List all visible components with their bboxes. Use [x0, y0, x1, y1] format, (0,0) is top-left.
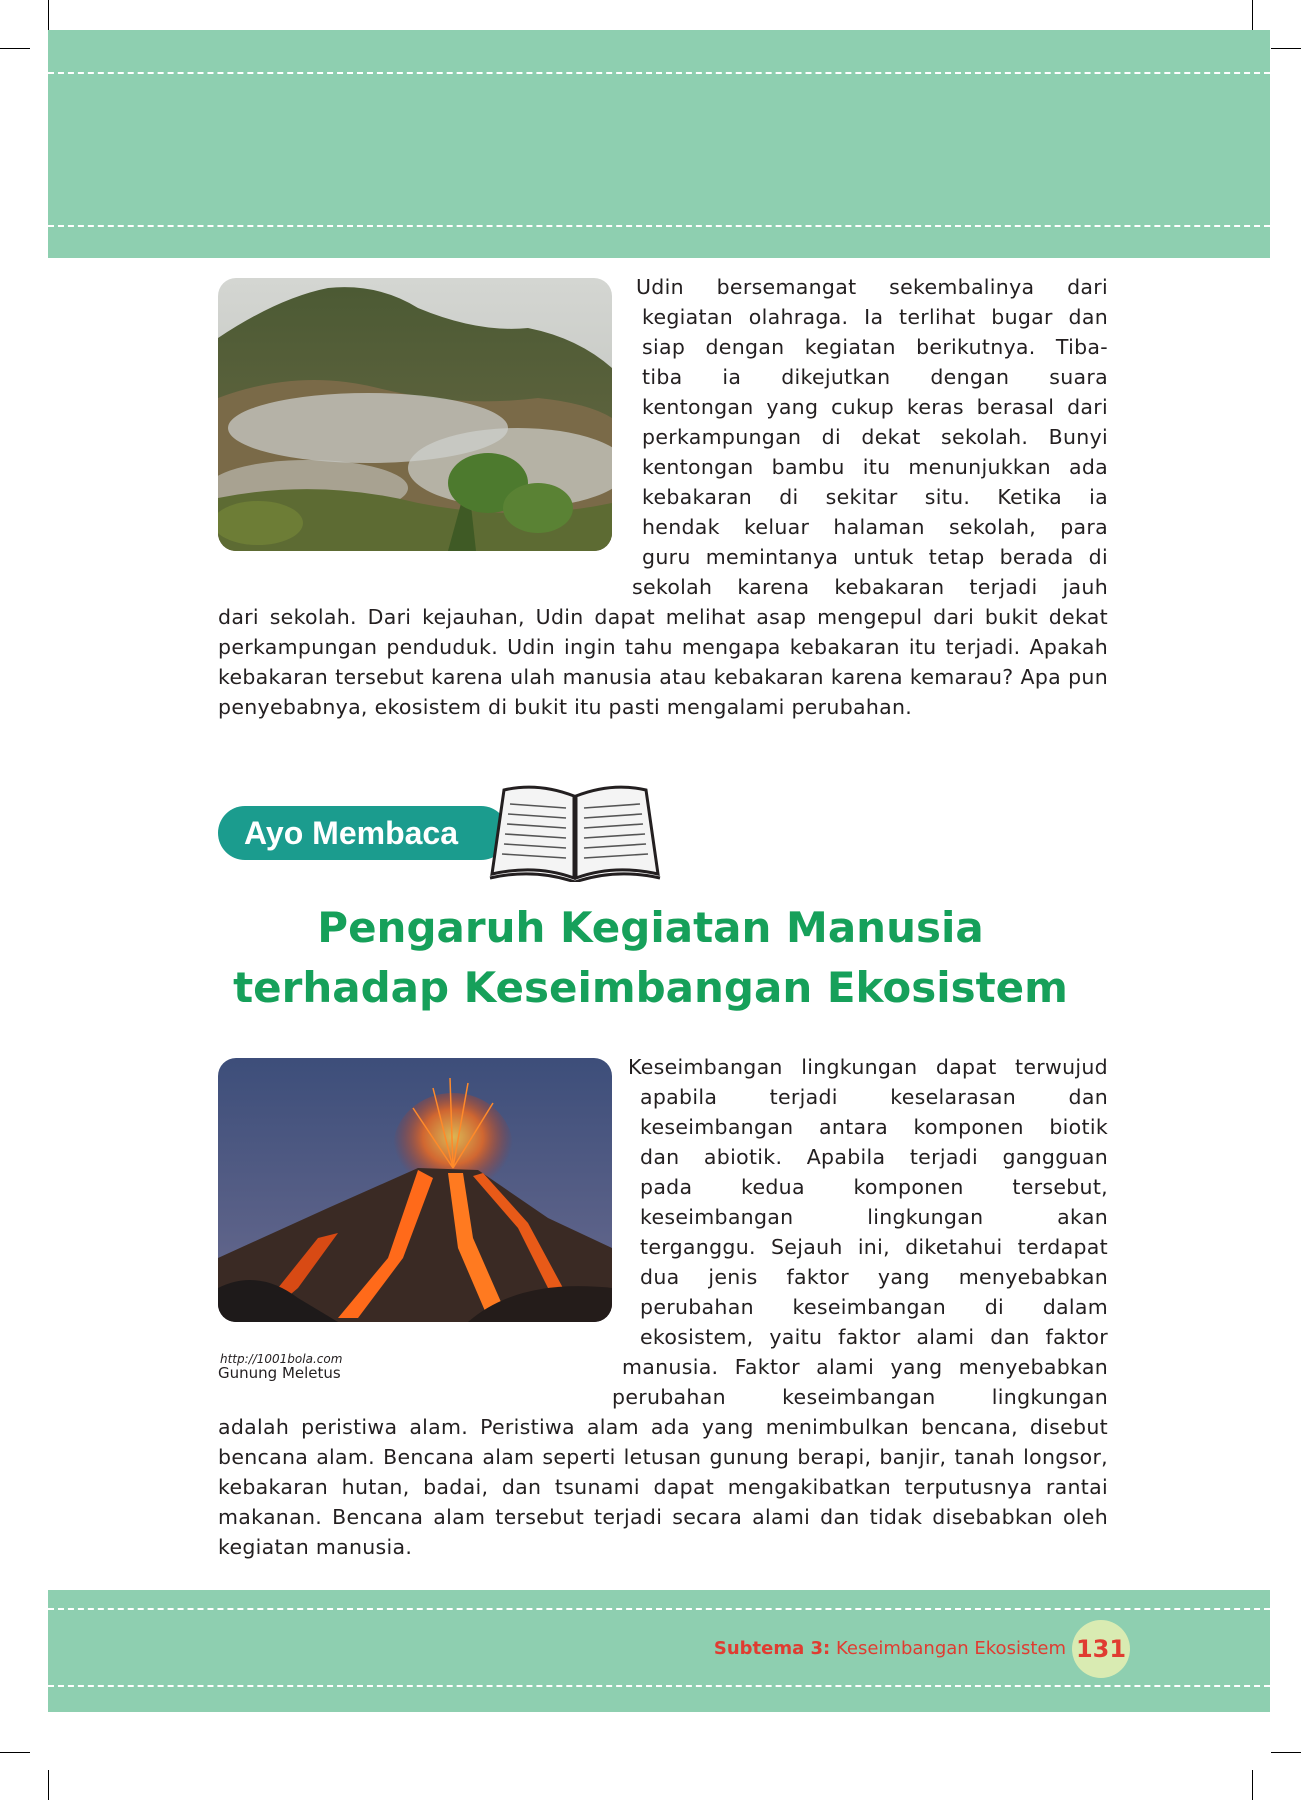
crop-mark [0, 48, 30, 49]
subtema-name: Keseimbangan Ekosistem [835, 1638, 1066, 1659]
intro-line: guru memintanya untuk tetap berada di [642, 545, 1108, 569]
crop-mark [0, 1752, 30, 1753]
intro-line: kebakaran di sekitar situ. Ketika ia [642, 485, 1108, 509]
page-title-line2: terhadap Keseimbangan Ekosistem [233, 963, 1068, 1012]
body-line: Keseimbangan lingkungan dapat terwujud [628, 1055, 1108, 1079]
crop-mark [1252, 1770, 1253, 1800]
intro-line: kentongan bambu itu menunjukkan ada [642, 455, 1108, 479]
intro-paragraph: dari sekolah. Dari kejauhan, Udin dapat melihat asap mengepul dari bukit dekat perkampungan penduduk. Udin ingin tahu mengapa kebakaran itu terjadi. Apakah kebakaran tersebut karena ulah manusia atau kebakaran karena kemarau? Apa pun penyebabnya, ekosistem di bukit itu pasti mengalami perubahan. [218, 605, 1108, 719]
volcano-photo [218, 1058, 612, 1322]
crop-mark [48, 0, 49, 30]
crop-mark [48, 1770, 49, 1800]
forest-fire-photo [218, 278, 612, 551]
image-source: http://1001bola.com [220, 1352, 343, 1366]
intro-line: kentongan yang cukup keras berasal dari [642, 395, 1108, 419]
crop-mark [1252, 0, 1253, 30]
body-line: terganggu. Sejauh ini, diketahui terdapat [640, 1235, 1108, 1259]
body-paragraph: adalah peristiwa alam. Peristiwa alam ada yang menimbulkan bencana, disebut bencana alam. Bencana alam seperti letusan gunung berapi, banjir, tanah longsor, kebakaran hutan, badai, dan tsunami dapat mengakibatkan terputusnya rantai makanan. Bencana alam tersebut terjadi secara alami dan tidak disebabkan oleh kegiatan manusia. [218, 1415, 1108, 1559]
subtema-label: Subtema 3: [713, 1638, 831, 1659]
intro-line: perkampungan di dekat sekolah. Bunyi [642, 425, 1108, 449]
body-line: pada kedua komponen tersebut, [640, 1175, 1108, 1199]
intro-line: sekolah karena kebakaran terjadi jauh [632, 575, 1108, 599]
body-line: manusia. Faktor alami yang menyebabkan [622, 1355, 1108, 1379]
body-line: apabila terjadi keselarasan dan [640, 1085, 1108, 1109]
body-line: keseimbangan antara komponen biotik [640, 1115, 1108, 1139]
page-number: 131 [1072, 1620, 1130, 1678]
body-line: perubahan keseimbangan lingkungan [612, 1385, 1108, 1409]
body-line: keseimbangan lingkungan akan [640, 1205, 1108, 1229]
intro-line: tiba ia dikejutkan dengan suara [642, 365, 1108, 389]
footer-subtema [700, 1635, 1066, 1663]
intro-line: siap dengan kegiatan berikutnya. Tiba- [642, 335, 1108, 359]
header-band [48, 30, 1270, 258]
crop-mark [1271, 48, 1301, 49]
crop-mark [1271, 1752, 1301, 1753]
page-title-line1: Pengaruh Kegiatan Manusia [317, 903, 984, 952]
ayo-membaca-label: Ayo Membaca [218, 806, 508, 860]
open-book-icon [486, 782, 664, 886]
body-line: ekosistem, yaitu faktor alami dan faktor [640, 1325, 1108, 1349]
intro-line: hendak keluar halaman sekolah, para [642, 515, 1108, 539]
intro-line: kegiatan olahraga. Ia terlihat bugar dan [642, 305, 1108, 329]
body-line: perubahan keseimbangan di dalam [640, 1295, 1108, 1319]
intro-line: Udin bersemangat sekembalinya dari [636, 275, 1108, 299]
body-line: dan abiotik. Apabila terjadi gangguan [640, 1145, 1108, 1169]
image-caption: Gunung Meletus [218, 1364, 341, 1382]
body-line: dua jenis faktor yang menyebabkan [640, 1265, 1108, 1289]
